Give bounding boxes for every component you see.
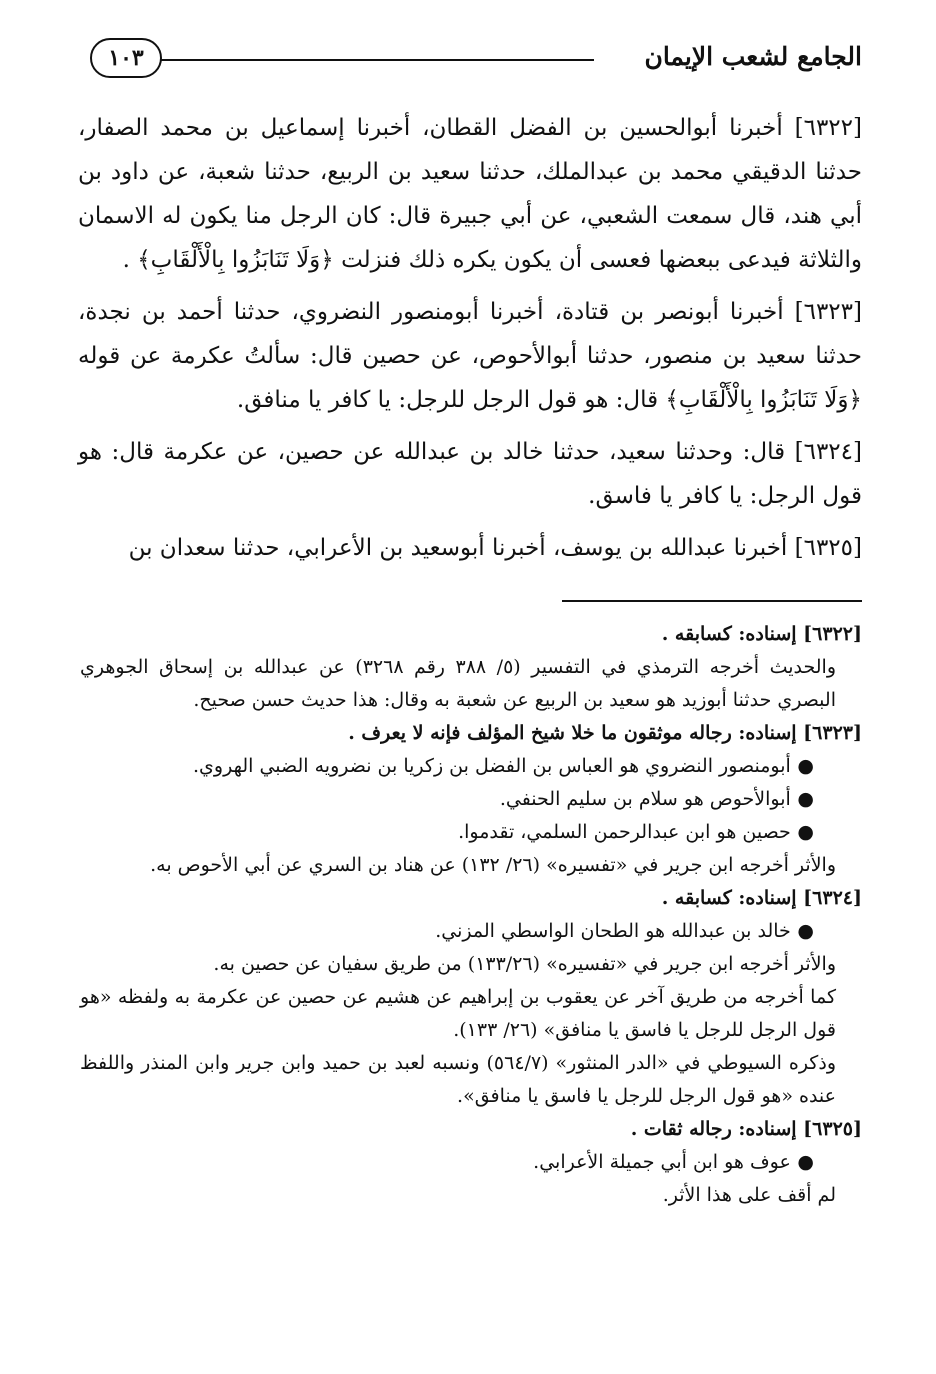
bullet-icon: ● [790,788,814,810]
footnote-6322-heading: [٦٣٢٢] إسناده: كسابقه . [661,623,862,645]
header-rule [160,59,594,61]
bullet-icon: ● [790,920,814,942]
footnote-6325-heading: [٦٣٢٥] إسناده: رجاله ثقات . [630,1118,862,1140]
footnote-6324-text: والأثر أخرجه ابن جرير في «تفسيره» (١٣٣/٢٦) من طريق سفيان عن حصين به. [213,953,836,975]
hadith-6322: [٦٣٢٢] أخبرنا أبوالحسين بن الفضل القطان، أخبرنا إسماعيل بن محمد الصفار، حدثنا الدقيقي محمد بن عبدالملك، حدثنا سعيد بن الربيع، حدثنا شعبة، عن داود بن أبي هند، قال سمعت الشعبي، عن أبي جبيرة قال: كان الرجل منا يكون له الاسمان والثلاثة فيدعى ببعضها فعسى أن يكون يكره ذلك فنزلت ﴿وَلَا تَنَابَزُوا بِالْأَلْقَابِ﴾ . [78,115,862,273]
footnote-6323-bullet [80,783,862,816]
running-title: الجامع لشعب الإيمان [644,42,862,71]
bullet-icon: ● [790,1151,814,1173]
footnote-6323-bullet [80,816,862,849]
footnote-separator [562,600,862,602]
bullet-text: أبومنصور النضروي هو العباس بن الفضل بن زكريا بن نضرويه الضبي الهروي. [193,755,791,777]
footnotes [80,618,862,1212]
hadith-6324: [٦٣٢٤] قال: وحدثنا سعيد، حدثنا خالد بن عبدالله عن حصين، عن عكرمة قال: هو قول الرجل: يا كافر يا فاسق. [78,439,862,509]
footnote-6323-bullet [80,750,862,783]
footnote-6324-heading: [٦٣٢٤] إسناده: كسابقه . [661,887,862,909]
footnote-6323-heading: [٦٣٢٣] إسناده: رجاله موثقون ما خلا شيخ المؤلف فإنه لا يعرف . [348,722,862,744]
hadith-6323: [٦٣٢٣] أخبرنا أبونصر بن قتادة، أخبرنا أبومنصور النضروي، حدثنا أحمد بن نجدة، حدثنا سعيد بن منصور، حدثنا أبوالأحوص، عن حصين قال: سألتُ عكرمة عن قوله ﴿وَلَا تَنَابَزُوا بِالْأَلْقَابِ﴾ قال: هو قول الرجل للرجل: يا كافر يا منافق. [78,299,862,413]
page-number: ١٠٣ [90,38,162,78]
bullet-text: عوف هو ابن أبي جميلة الأعرابي. [533,1151,791,1173]
bullet-text: خالد بن عبدالله هو الطحان الواسطي المزني. [435,920,791,942]
bullet-icon: ● [790,821,814,843]
bullet-icon: ● [790,755,814,777]
footnote-6324-text: وذكره السيوطي في «الدر المنثور» (٥٦٤/٧) ونسبه لعبد بن حميد وابن جرير وابن المنذر واللفظ عنده «هو قول الرجل للرجل يا فاسق يا منافق». [80,1052,836,1107]
bullet-text: حصين هو ابن عبدالرحمن السلمي، تقدموا. [458,821,791,843]
page-header [80,34,862,86]
footnote-6323-text: والأثر أخرجه ابن جرير في «تفسيره» (٢٦/ ١٣٢) عن هناد بن السري عن أبي الأحوص به. [150,854,836,876]
bullet-text: أبوالأحوص هو سلام بن سليم الحنفي. [499,788,791,810]
hadith-6325: [٦٣٢٥] أخبرنا عبدالله بن يوسف، أخبرنا أبوسعيد بن الأعرابي، حدثنا سعدان بن [128,535,862,561]
footnote-6325-text: لم أقف على هذا الأثر. [662,1184,836,1206]
footnote-6324-bullet [80,915,862,948]
main-text [78,106,862,578]
footnote-6325-bullet [80,1146,862,1179]
footnote-6324-text: كما أخرجه من طريق آخر عن يعقوب بن إبراهيم عن هشيم عن حصين عن عكرمة به ولفظه «هو قول الرجل للرجل يا فاسق يا منافق» (٢٦/ ١٣٣). [80,986,836,1041]
footnote-6322-text: والحديث أخرجه الترمذي في التفسير (٥/ ٣٨٨ رقم ٣٢٦٨) عن عبدالله بن إسحاق الجوهري البصري حدثنا أبوزيد هو سعيد بن الربيع عن شعبة به وقال: هذا حديث حسن صحيح. [80,656,836,711]
